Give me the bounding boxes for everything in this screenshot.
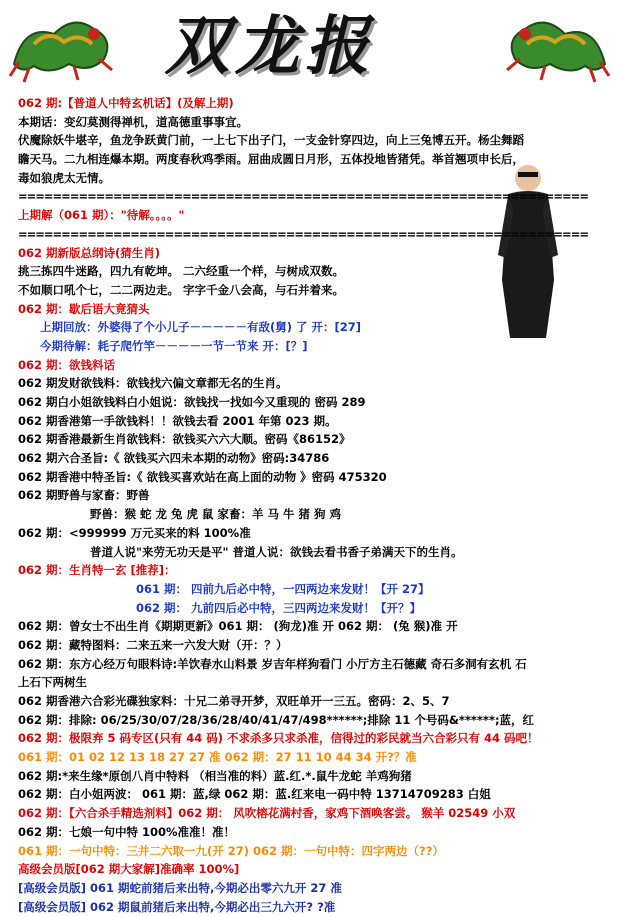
text-line: 062 期： 九前四后必中特，三四两边来发财！【开？】 <box>136 600 422 615</box>
text-line: 062 期野兽与家畜：野兽 <box>18 488 150 503</box>
text-line: [高级会员版] 062 期鼠前猪后来出特,今期必出三九六开? ?准 <box>18 899 336 914</box>
text-line: 062 期香港中特圣旨:《 欲钱买喜欢站在高上面的动物 》密码 475320 <box>18 469 387 484</box>
text-line: ================================================================== <box>18 189 588 204</box>
text-line: 062 期：排除: 06/25/30/07/28/36/28/40/41/47/498******;排除 11 个号码&******;蓝，红 <box>18 712 535 727</box>
text-line: 高级会员版[062 期大家解]准确率 100%] <box>18 862 240 877</box>
text-line: 062 期:*来生缘*原创八肖中特料 （相当准的料）蓝.红.*.鼠牛龙蛇 羊鸡狗猪 <box>18 768 412 783</box>
text-line: 062 期：歇后语大竟猜头 <box>18 301 150 316</box>
text-line: 今期待解：耗子爬竹竿－－－－一节一节来 开：[？] <box>40 338 308 353</box>
text-line: 普道人说"来劳无功天是平" 普道人说：欲钱去看书香子弟满天下的生肖。 <box>90 544 463 559</box>
text-line: 061 期：一句中特：三并二六取一九(开 27) 062 期：一句中特：四字两边（??） <box>18 843 444 858</box>
header-banner <box>0 0 617 92</box>
text-line: 062 期：曾女士不出生肖《期期更新》061 期： (狗龙)准 开 062 期： (兔 猴)准 开 <box>18 619 458 634</box>
text-line: ================================================================== <box>18 226 588 241</box>
page-title: 双龙报 <box>165 9 375 84</box>
text-line: 本期话：变幻莫测得禅机，道高德重事事宜。 <box>18 114 248 129</box>
text-line: 不如顺口吼个七，二二两边走。 字字千金八会高，与石并着来。 <box>18 282 345 297</box>
text-line: 062 期：【六合杀手精选剂料】062 期： 风吹榕花满村香，家鸡下酒唤客尝。 猴羊 02549 小双 <box>18 806 516 821</box>
text-line: 062 期：生肖特一玄 [推荐]： <box>18 563 176 578</box>
text-line: 062 期香港六合彩光碟独家料：十兄二弟寻开梦，双旺单开一三五。密码：2、5、7 <box>18 694 450 708</box>
text-line: 062 期香港最新生肖欲钱料：欲钱买六六大顺。密码《86152》 <box>18 432 351 447</box>
text-line: 061 期：01 02 12 13 18 27 27 准 062 期：27 11 10 44 34 开?？准 <box>18 750 417 765</box>
right-dragon-icon <box>495 4 615 86</box>
text-line: 野兽：猴 蛇 龙 兔 虎 鼠 家畜：羊 马 牛 猪 狗 鸡 <box>90 507 342 522</box>
text-line: 062 期发财欲钱料：欲钱找六偏文章都无名的生肖。 <box>18 376 288 391</box>
text-line: 062 期新版总纲诗(猜生肖) <box>18 245 161 260</box>
text-line: 062 期:【普道人中特玄机话】(及解上期) <box>18 96 234 110</box>
text-line: 伏魔除妖牛堪辛，鱼龙争跃黄门前，一上七下出子门，一支金针穿四边，向上三兔博五开。杨尘舞蹈 <box>18 133 524 148</box>
text-line: 062 期：<999999 万元买来的料 100%准 <box>18 525 251 540</box>
text-line: 062 期香港第一手欲钱料！！欲钱去看 2001 年第 023 期。 <box>18 413 337 428</box>
text-line: 061 期： 四前九后必中特，一四两边来发财！【开 27】 <box>136 581 430 596</box>
text-line: 062 期白小姐欲钱料白小姐说：欲钱找一找如今又重现的 密码 289 <box>18 395 366 409</box>
left-dragon-icon <box>4 4 124 86</box>
text-line: 062 期：白小姐两波： 061 期：蓝,绿 062 期：蓝.红来电一码中特 13714709283 白姐 <box>18 787 491 802</box>
text-line: 上石下两树生 <box>18 675 87 690</box>
text-line: 062 期六合圣旨:《 欲钱买六四未本期的动物》密码:34786 <box>18 451 330 466</box>
text-line: 062 期：极限弃 5 码专区(只有 44 码) 不求杀多只求杀准，信得过的彩民就当六合彩只有 44 码吧！ <box>18 731 539 746</box>
text-line: 挑三拣四牛迷路，四九有乾坤。 二六经重一个样，与树成双数。 <box>18 264 345 279</box>
text-line: 瞻天马。二九相连爆本期。两度春秋鸡季雨。屈曲成圆日月形，五体投地皆猪凭。举首翘项申长后， <box>18 152 524 167</box>
text-line: 062 期：七娘一句中特 100%准准！准！ <box>18 824 236 839</box>
text-line: 上期回放：外婆得了个小儿子－－－－－有敌(舅) 了 开：[27] <box>40 320 362 335</box>
text-line: [高级会员版] 061 期蛇前猪后来出特,今期必出零六九开 27 准 <box>18 880 342 895</box>
text-line: 上期解（061 期）："待解。。。。" <box>18 208 185 223</box>
text-line: 毒如狼虎太无情。 <box>18 170 110 185</box>
text-line: 062 期：欲钱料话 <box>18 357 116 372</box>
text-line: 062 期：东方心经万句眼料诗:羊饮春水山料景 岁吉年样狗看门 小厅方主石德藏 奇石多洞有玄机 石 <box>18 656 527 671</box>
text-line: 062 期：藏特图料：二来五来一六发大财（开：？） <box>18 637 288 652</box>
article-body <box>18 94 598 916</box>
